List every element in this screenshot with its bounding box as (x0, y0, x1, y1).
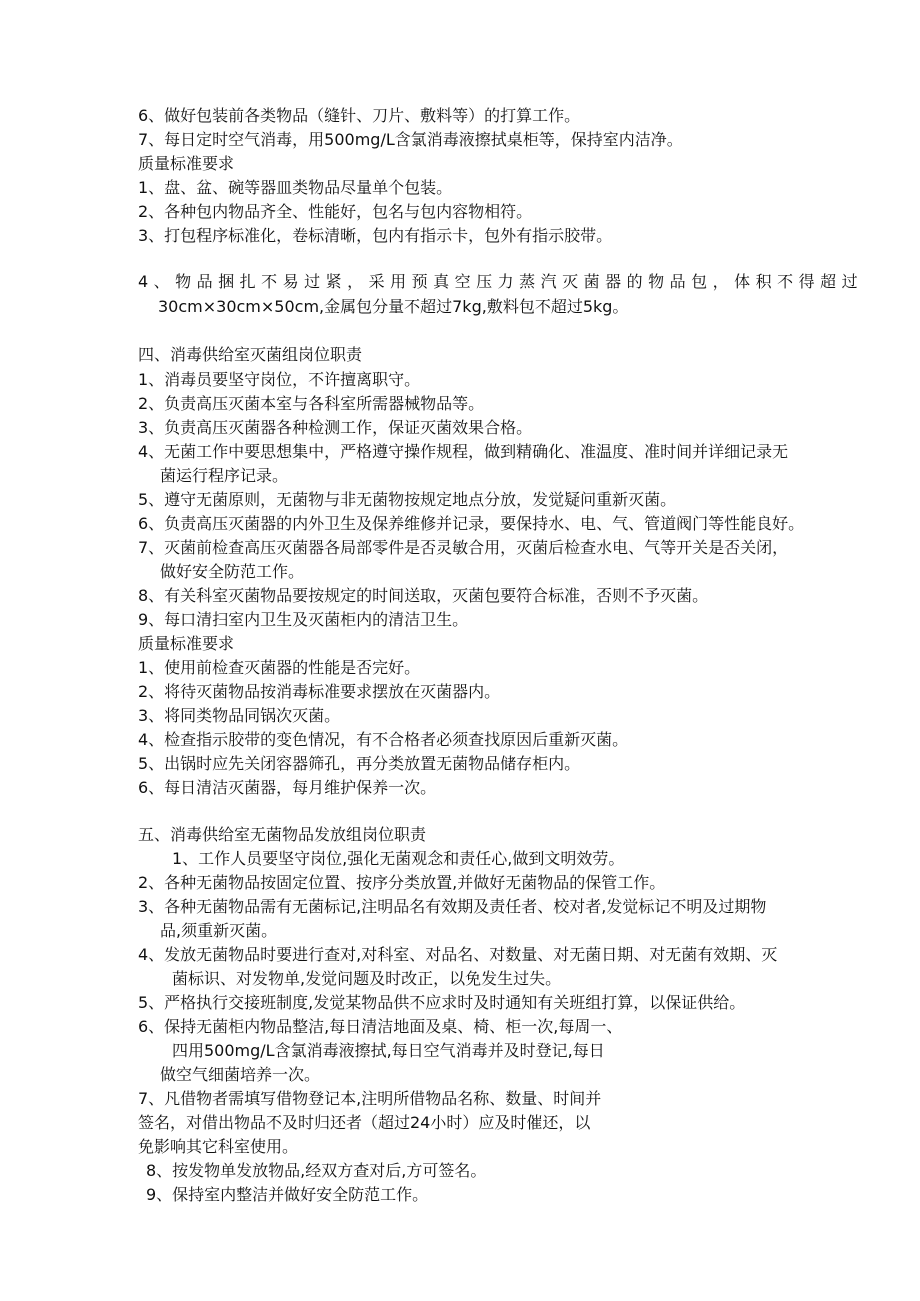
text-line: 9、每口清扫室内卫生及灭菌柜内的清洁卫生。 (138, 610, 469, 629)
text-line: 5、严格执行交接班制度,发觉某物品供不应求时及时通知有关班组打算，以保证供给。 (138, 993, 746, 1012)
text-line: 30cm×30cm×50cm,金属包分量不超过7kg,敷料包不超过5kg。 (158, 297, 629, 316)
text-line: 5、遵守无菌原则，无菌物与非无菌物按规定地点分放，发觉疑问重新灭菌。 (138, 490, 677, 509)
text-line: 4、检查指示胶带的变色情况，有不合格者必须查找原因后重新灭菌。 (138, 730, 629, 749)
text-line: 8、有关科室灭菌物品要按规定的时间送取，灭菌包要符合标准，否则不予灭菌。 (138, 586, 709, 605)
text-line: 7、凡借物者需填写借物登记本,注明所借物品名称、数量、时间并 (138, 1089, 602, 1108)
text-line: 7、每日定时空气消毒，用500mg/L含氯消毒液擦拭桌柜等，保持室内洁净。 (138, 130, 683, 149)
text-line: 做好安全防范工作。 (160, 562, 305, 581)
text-line: 8、按发物单发放物品,经双方查对后,方可签名。 (146, 1161, 487, 1180)
text-line: 1、工作人员要坚守岗位,强化无菌观念和责任心,做到文明效劳。 (172, 849, 625, 868)
text-line: 1、消毒员要坚守岗位，不许擅离职守。 (138, 370, 421, 389)
section-subheading: 质量标准要求 (138, 634, 235, 653)
text-line: 6、负责高压灭菌器的内外卫生及保养维修并记录，要保持水、电、气、管道阀门等性能良好。 (138, 514, 805, 533)
text-line: 4、物品捆扎不易过紧，采用预真空压力蒸汽灭菌器的物品包，体积不得超过 (138, 272, 864, 291)
text-line: 菌运行程序记录。 (160, 466, 289, 485)
text-line: 2、负责高压灭菌本室与各科室所需器械物品等。 (138, 394, 485, 413)
text-line: 3、将同类物品同锅次灭菌。 (138, 706, 341, 725)
text-line: 菌标识、对发物单,发觉问题及时改正，以免发生过失。 (172, 969, 562, 988)
section-subheading: 质量标准要求 (138, 154, 235, 173)
section-heading: 五、消毒供给室无菌物品发放组岗位职责 (138, 825, 427, 844)
text-line: 免影响其它科室使用。 (138, 1137, 299, 1156)
text-line: 2、各种包内物品齐全、性能好，包名与包内容物相符。 (138, 202, 533, 221)
text-line: 4、无菌工作中要思想集中，严格遵守操作规程，做到精确化、准温度、准时间并详细记录无 (138, 442, 789, 461)
text-line: 5、出锅时应先关闭容器筛孔，再分类放置无菌物品储存柜内。 (138, 754, 581, 773)
text-line: 2、将待灭菌物品按消毒标准要求摆放在灭菌器内。 (138, 682, 501, 701)
text-line: 3、负责高压灭菌器各种检测工作，保证灭菌效果合格。 (138, 418, 533, 437)
text-line: 品,须重新灭菌。 (160, 921, 278, 940)
text-line: 3、打包程序标准化，卷标清晰，包内有指示卡，包外有指示胶带。 (138, 226, 613, 245)
text-line: 6、每日清洁灭菌器，每月维护保养一次。 (138, 778, 437, 797)
text-line: 6、做好包装前各类物品（缝针、刀片、敷料等）的打算工作。 (138, 106, 581, 125)
text-line: 签名，对借出物品不及时归还者（超过24小时）应及时催还，以 (138, 1113, 591, 1132)
section-heading: 四、消毒供给室灭菌组岗位职责 (138, 345, 363, 364)
text-line: 6、保持无菌柜内物品整洁,每日清洁地面及桌、椅、柜一次,每周一、 (138, 1017, 623, 1036)
text-line: 做空气细菌培养一次。 (160, 1065, 321, 1084)
text-line: 3、各种无菌物品需有无菌标记,注明品名有效期及责任者、校对者,发觉标记不明及过期物 (138, 897, 767, 916)
text-line: 1、使用前检查灭菌器的性能是否完好。 (138, 658, 421, 677)
text-line: 9、保持室内整洁并做好安全防范工作。 (146, 1185, 429, 1204)
text-line: 7、灭菌前检查高压灭菌器各局部零件是否灵敏合用，灭菌后检查水电、气等开关是否关闭， (138, 538, 789, 557)
text-line: 1、盘、盆、碗等器皿类物品尽量单个包装。 (138, 178, 453, 197)
text-line: 2、各种无菌物品按固定位置、按序分类放置,并做好无菌物品的保管工作。 (138, 873, 666, 892)
text-line: 四用500mg/L含氯消毒液擦拭,每日空气消毒并及时登记,每日 (172, 1041, 605, 1060)
text-line: 4、发放无菌物品时要进行查对,对科室、对品名、对数量、对无菌日期、对无菌有效期、灭 (138, 945, 778, 964)
